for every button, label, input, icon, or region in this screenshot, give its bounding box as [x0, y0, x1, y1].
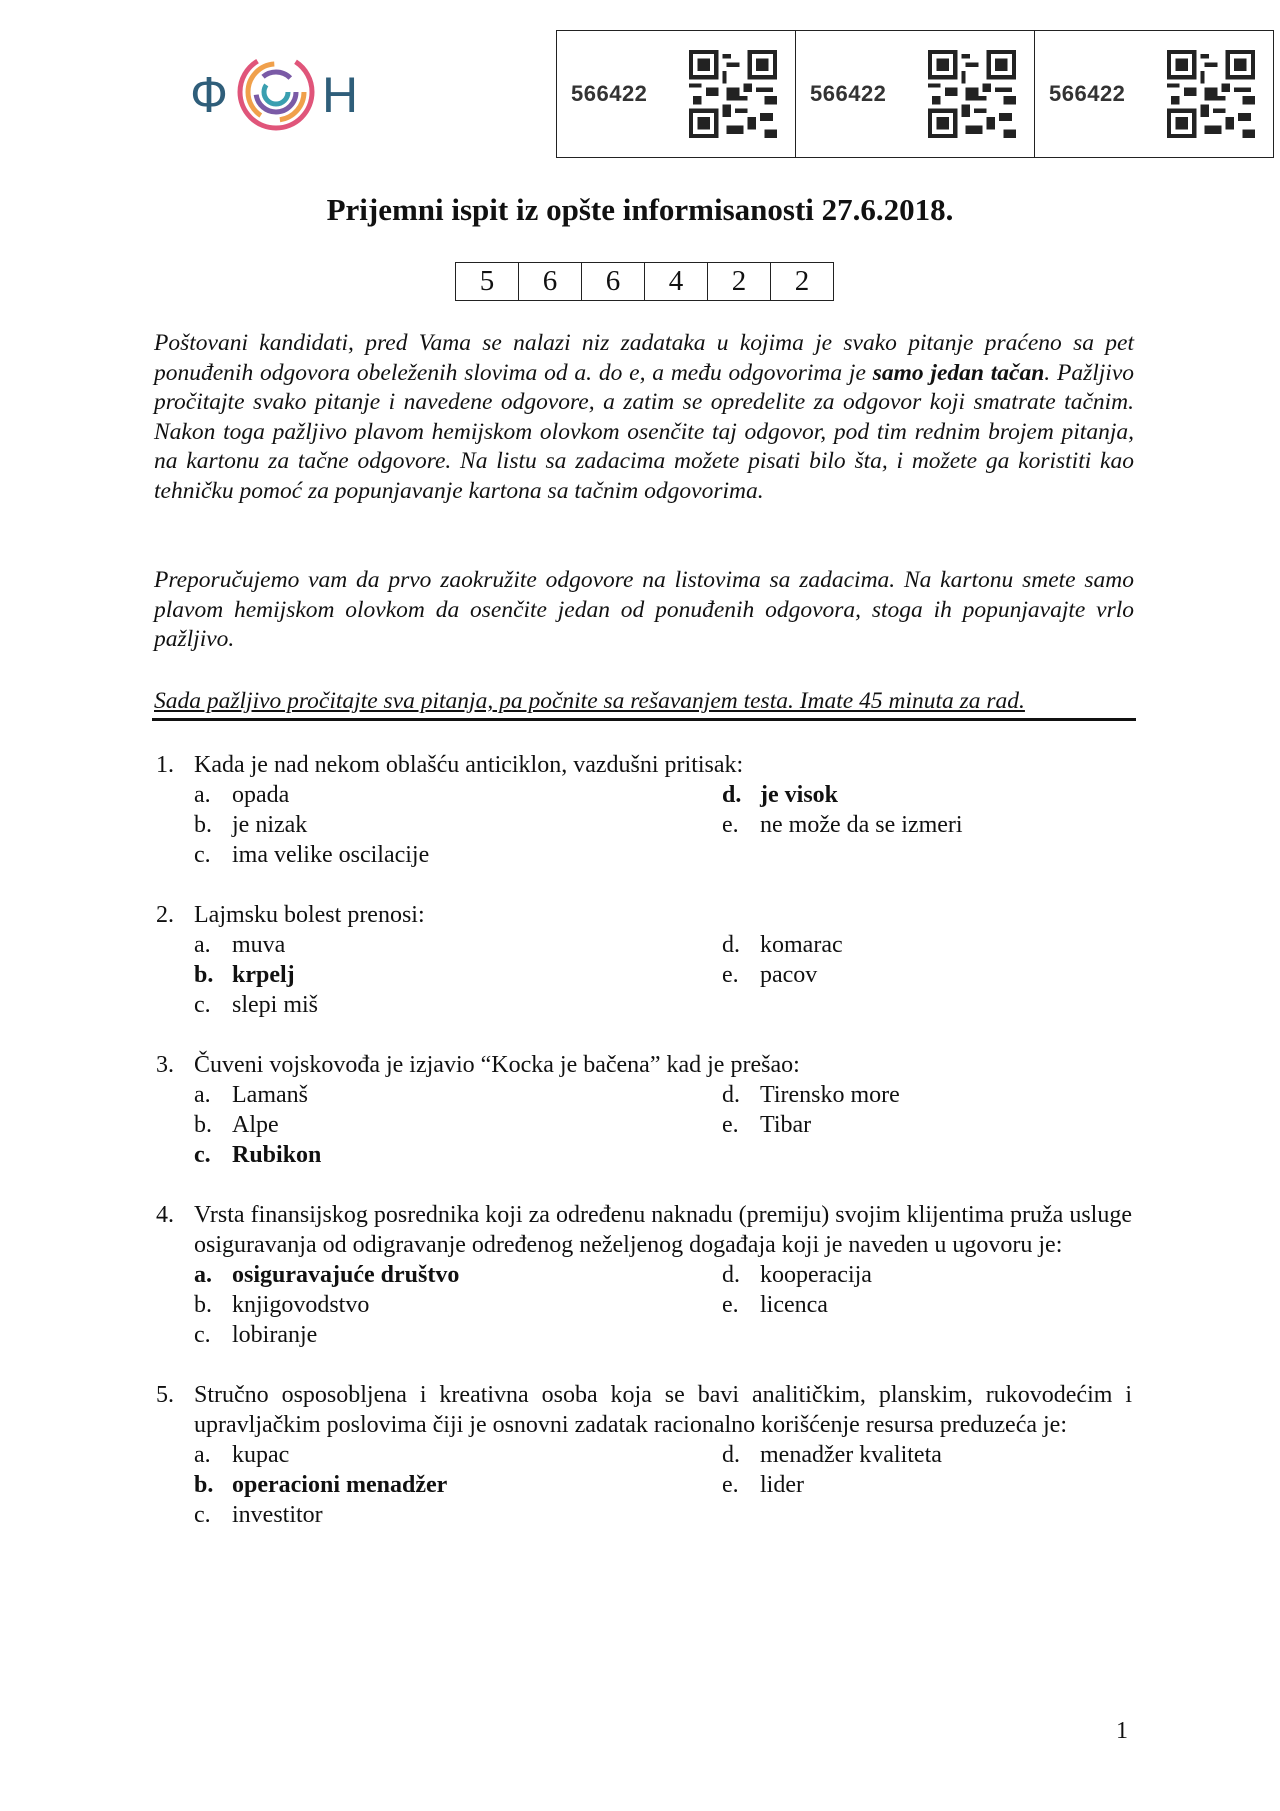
question-number: 1. [156, 752, 174, 778]
answer-option [722, 1440, 1132, 1470]
answer-option [194, 1290, 722, 1320]
option-letter: d. [722, 1262, 740, 1288]
id-code: 566422 [571, 81, 648, 106]
option-letter: b. [194, 962, 214, 988]
answer-option [722, 1110, 1132, 1140]
answer-option [722, 1080, 1132, 1110]
answer-option-correct [194, 960, 722, 990]
option-text: ne može da se izmeri [760, 812, 963, 838]
qr-code-icon [689, 50, 777, 138]
question-5 [156, 1380, 1132, 1530]
option-letter: a. [194, 932, 211, 958]
option-text: je nizak [232, 812, 308, 838]
option-text: Tirensko more [760, 1082, 900, 1108]
question-list [156, 750, 1132, 1560]
answer-option [194, 840, 722, 870]
option-letter: b. [194, 1292, 212, 1318]
option-text: Rubikon [232, 1142, 322, 1168]
candidate-id-strip [556, 30, 1274, 158]
answer-option-correct [194, 1140, 722, 1170]
question-text: Čuveni vojskovođa je izjavio “Kocka je bačena” kad je prešao: [194, 1052, 800, 1078]
time-limit-note: Sada pažljivo pročitajte sva pitanja, pa počnite sa rešavanjem testa. Imate 45 minuta za rad. [154, 688, 1025, 714]
answer-option-correct [722, 780, 1132, 810]
option-letter: d. [722, 782, 742, 808]
question-text: Vrsta finansijskog posrednika koji za određenu naknadu (premiju) svojim klijentima pruža usluge osiguravanja od odigravanje određenog neželjenog događaja koji je naveden u ugovoru je: [194, 1202, 1132, 1258]
qr-code-icon [928, 50, 1016, 138]
logo-letter-n: Н [322, 67, 359, 123]
id-cell [796, 31, 1035, 157]
option-letter: c. [194, 1142, 211, 1168]
option-text: Tibar [760, 1112, 812, 1138]
option-text: ima velike oscilacije [232, 842, 430, 868]
option-text: pacov [760, 962, 818, 988]
answer-option [194, 810, 722, 840]
question-text: Lajmsku bolest prenosi: [194, 902, 425, 928]
option-letter: d. [722, 1082, 740, 1108]
code-digit: 4 [645, 263, 708, 300]
option-letter: e. [722, 962, 739, 988]
answer-option [722, 1470, 1132, 1500]
id-cell [557, 31, 796, 157]
question-1 [156, 750, 1132, 870]
option-letter: a. [194, 1442, 211, 1468]
answer-option [722, 1290, 1132, 1320]
instructions-paragraph [154, 329, 1134, 507]
logo-rings-icon [234, 50, 318, 134]
option-text: opada [232, 782, 290, 808]
option-text: lider [760, 1472, 804, 1498]
option-text: kooperacija [760, 1262, 872, 1288]
option-text: kupac [232, 1442, 290, 1468]
option-text: komarac [760, 932, 843, 958]
option-text: Lamanš [232, 1082, 308, 1108]
option-letter: e. [722, 1472, 739, 1498]
question-number: 2. [156, 902, 174, 928]
question-number: 5. [156, 1382, 174, 1408]
question-text: Stručno osposobljena i kreativna osoba koja se bavi analitičkim, planskim, rukovodećim i upravljačkim poslovima čiji je osnovni zadatak racionalno korišćenje resursa preduzeća je: [194, 1382, 1132, 1438]
answer-option [194, 930, 722, 960]
answer-option [722, 960, 1132, 990]
option-letter: a. [194, 1262, 212, 1288]
answer-option [194, 1080, 722, 1110]
question-4 [156, 1200, 1132, 1350]
option-text: krpelj [232, 962, 295, 988]
option-letter: e. [722, 1292, 739, 1318]
answer-option [722, 1260, 1132, 1290]
option-letter: c. [194, 842, 211, 868]
option-letter: d. [722, 932, 740, 958]
option-text: menadžer kvaliteta [760, 1442, 942, 1468]
option-text: osiguravajuće društvo [232, 1262, 460, 1288]
option-text: knjigovodstvo [232, 1292, 370, 1318]
option-text: Alpe [232, 1112, 279, 1138]
page-number: 1 [1116, 1718, 1128, 1744]
logo-letter-phi: Ф [190, 67, 229, 123]
question-number: 4. [156, 1202, 174, 1228]
answer-option [194, 1500, 722, 1530]
option-letter: b. [194, 812, 212, 838]
answer-option [194, 1320, 722, 1350]
answer-option [194, 1440, 722, 1470]
option-text: licenca [760, 1292, 828, 1318]
option-text: lobiranje [232, 1322, 318, 1348]
code-digit: 5 [456, 263, 519, 300]
option-text: slepi miš [232, 992, 319, 1018]
instructions-emphasis: samo jedan tačan [872, 359, 1045, 386]
instructions-text: Poštovani kandidati, pred Vama se nalazi niz zadataka u kojima je svako pitanje praćeno sa pet ponuđenih odgovora obeleženih slovima od a. do e, a među odgovorima je [154, 330, 1134, 386]
question-3 [156, 1050, 1132, 1170]
id-cell [1035, 31, 1273, 157]
option-text: investitor [232, 1502, 323, 1528]
qr-code-icon [1167, 50, 1255, 138]
answer-option [194, 780, 722, 810]
page-title: Prijemni ispit iz opšte informisanosti 27.6.2018. [326, 192, 954, 227]
instructions-text: . Pažljivo pročitajte svako pitanje i navedene odgovore, a zatim se opredelite za odgovor koji smatrate tačnim. Nakon toga pažljivo plavom hemijskom olovkom osenčite taj odgovor, pod tim rednim brojem pitanja, na kartonu za tačne odgovore. Na listu sa zadacima možete pisati bilo šta, i možete ga koristiti kao tehničku pomoć za popunjavanje kartona sa tačnim odgovorima. [154, 359, 1134, 504]
logo [190, 50, 370, 140]
option-letter: c. [194, 992, 211, 1018]
option-letter: a. [194, 1082, 211, 1108]
question-number: 3. [156, 1052, 174, 1078]
id-code: 566422 [810, 81, 887, 106]
option-letter: a. [194, 782, 211, 808]
option-text: operacioni menadžer [232, 1472, 448, 1498]
question-text: Kada je nad nekom oblašću anticiklon, vazdušni pritisak: [194, 752, 744, 778]
recommendation-paragraph: Preporučujemo vam da prvo zaokružite odgovore na listovima sa zadacima. Na kartonu smete samo plavom hemijskom olovkom da osenčite jedan od ponuđenih odgovora, stoga ih popunjavajte vrlo pažljivo. [154, 567, 1134, 653]
candidate-code-boxes [455, 262, 834, 301]
code-digit: 2 [708, 263, 771, 300]
id-code: 566422 [1049, 81, 1126, 106]
answer-option [194, 990, 722, 1020]
code-digit: 2 [794, 265, 810, 297]
answer-option-correct [194, 1470, 722, 1500]
option-letter: e. [722, 1112, 739, 1138]
answer-option [722, 810, 1132, 840]
option-text: muva [232, 932, 286, 958]
option-letter: b. [194, 1112, 212, 1138]
question-2 [156, 900, 1132, 1020]
option-letter: e. [722, 812, 739, 838]
option-text: je visok [760, 782, 838, 808]
option-letter: c. [194, 1502, 211, 1528]
code-digit: 6 [582, 263, 645, 300]
code-digit: 6 [519, 263, 582, 300]
option-letter: d. [722, 1442, 740, 1468]
answer-option [722, 930, 1132, 960]
option-letter: b. [194, 1472, 214, 1498]
answer-option-correct [194, 1260, 722, 1290]
answer-option [194, 1110, 722, 1140]
divider [152, 718, 1136, 721]
option-letter: c. [194, 1322, 211, 1348]
